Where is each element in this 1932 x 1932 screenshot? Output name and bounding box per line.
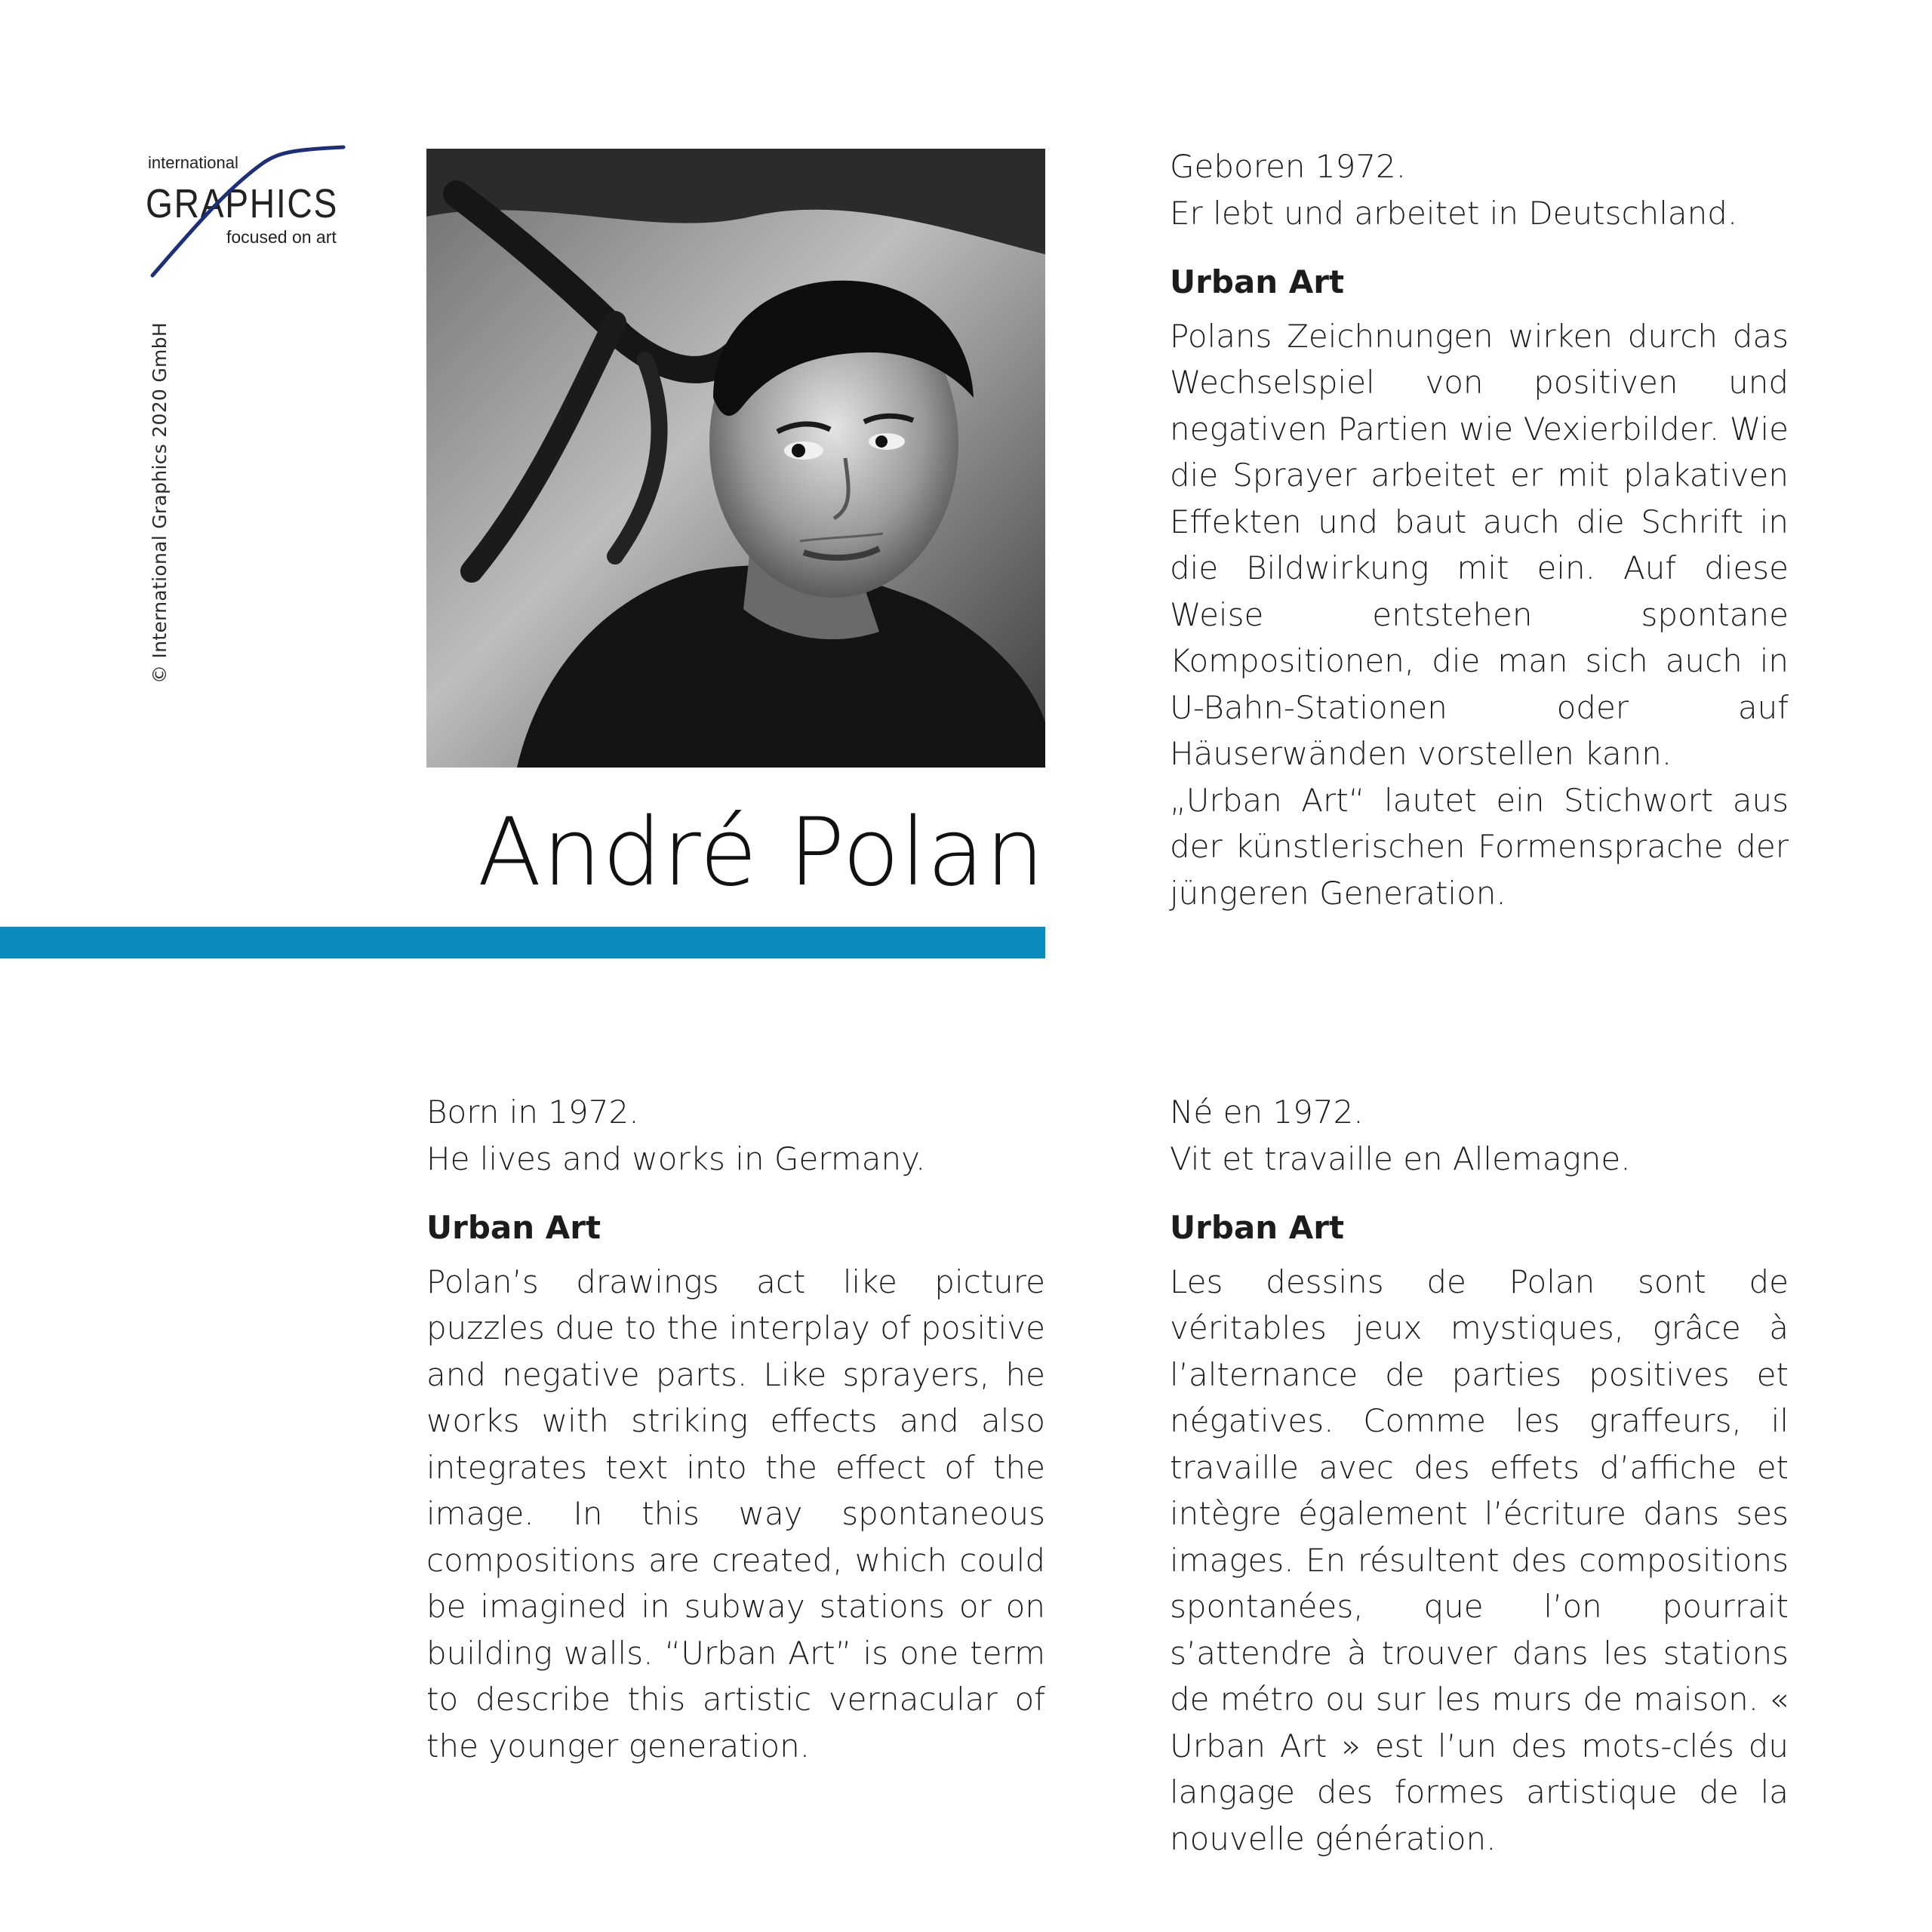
french-body: Les dessins de Polan sont de véritables jeux mystiques, grâce à l’alternance de parties positives et négatives. Comme les graffeurs, il travaille avec des effets d’affiche et intègre également l’écriture dans ses images. En résultent des compositions spontanées, que l’on pourrait s’attendre à trouver dans les stations de métro ou sur les murs de maison. « Urban Art » est l’un des mots-clés du langage des formes artistique de la nouvelle génération. xyxy=(1170,1263,1789,1857)
german-body: Polans Zeichnungen wirken durch das Wechselspiel von positiven und negativen Partien wie Vexierbilder. Wie die Sprayer arbeitet er mit plakativen Effekten und baut auch die Schrift in die Bildwirkung mit ein. Auf diese Weise entstehen spontane Kompositionen, die man sich auch in U-Bahn-Stationen oder auf Häuserwänden vorstellen kann. „Urban Art“ lautet ein Stichwort aus der künstlerischen Formensprache der jüngeren Generation. xyxy=(1170,317,1789,912)
logo-line-focused-on-art: focused on art xyxy=(226,227,337,247)
german-text-block xyxy=(1170,143,1789,916)
french-heading: Urban Art xyxy=(1170,1209,1345,1246)
logo-line-international: international xyxy=(148,153,238,172)
english-text-block xyxy=(426,1089,1045,1769)
english-heading: Urban Art xyxy=(426,1209,601,1246)
copyright-vertical xyxy=(149,317,171,684)
accent-bar xyxy=(0,927,1045,958)
french-text-block xyxy=(1170,1089,1789,1862)
german-heading: Urban Art xyxy=(1170,263,1345,300)
french-intro: Né en 1972. Vit et travaille en Allemagne. xyxy=(1170,1094,1631,1177)
artist-portrait-photo xyxy=(426,149,1045,768)
german-intro: Geboren 1972. Er lebt und arbeitet in Deutschland. xyxy=(1170,148,1738,232)
logo-line-graphics: GRAPHICS xyxy=(146,181,338,226)
english-body: Polan’s drawings act like picture puzzles due to the interplay of positive and negative parts. Like sprayers, he works with striking effects and also integrates text into the effect of the image. In this way spontaneous compositions are created, which could be imagined in subway stations or on building walls. “Urban Art” is one term to describe this artistic vernacular of the younger generation. xyxy=(426,1263,1045,1764)
artist-name-heading: André Polan xyxy=(477,798,1045,907)
english-intro: Born in 1972. He lives and works in Germany. xyxy=(426,1094,926,1177)
international-graphics-logo xyxy=(143,143,347,287)
copyright-text: © International Graphics 2020 GmbH xyxy=(149,322,171,684)
